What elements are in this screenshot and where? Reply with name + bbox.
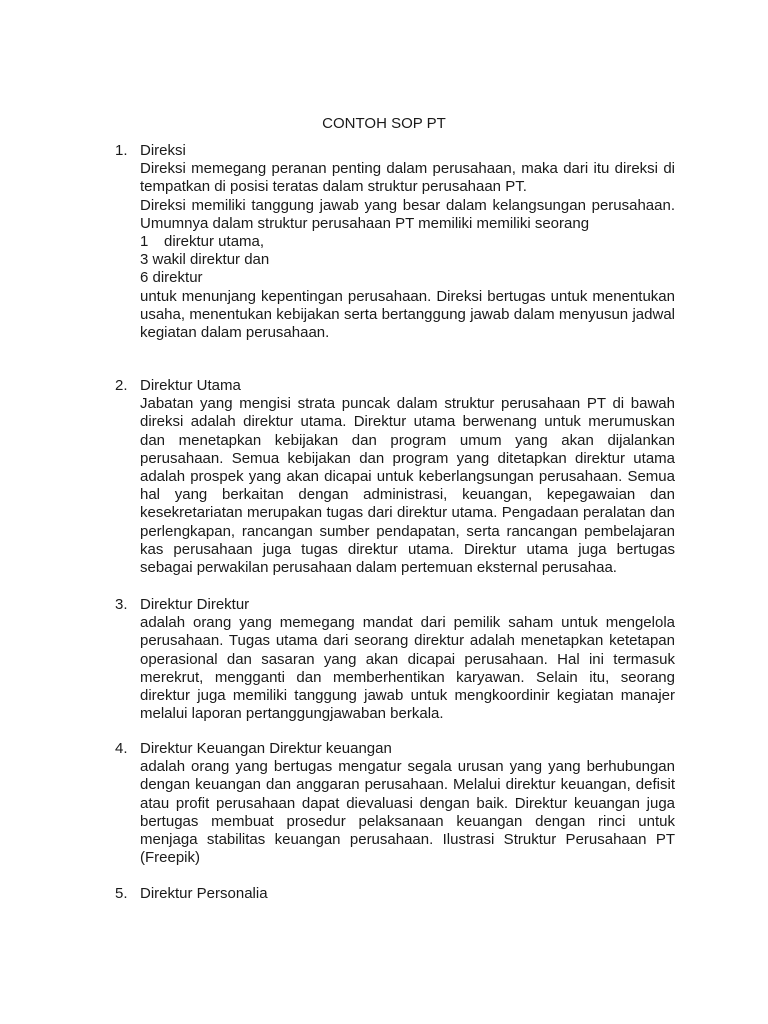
list-item-text: direktur utama, — [164, 233, 265, 251]
list-number: 4. — [115, 740, 128, 757]
section-paragraph: adalah orang yang memegang mandat dari pemilik saham untuk mengelola perusahaan. Tugas utama dari seorang direktur adalah menetapkan ketetapan operasional dan sasaran yang akan dicapai perusahaan. Hal ini termasuk merekrut, mengganti dan memberhentikan karyawan. Selain itu, seorang direktur juga memiliki tanggung jawab untuk mengkoordinir kegiatan manajer melalui laporan pertanggungjawaban berkala. — [140, 614, 675, 723]
list-item — [140, 233, 675, 251]
list-item: 3 wakil direktur dan — [140, 251, 270, 269]
section-direktur-keuangan — [115, 740, 675, 867]
section-heading: Direktur Keuangan Direktur keuangan — [140, 740, 392, 757]
section-paragraph: Direksi memegang peranan penting dalam perusahaan, maka dari itu direksi di tempatkan di posisi teratas dalam struktur perusahaan PT. — [140, 160, 675, 196]
section-heading: Direksi — [140, 142, 186, 159]
section-heading: Direktur Personalia — [140, 885, 268, 902]
section-paragraph: adalah orang yang bertugas mengatur segala urusan yang yang berhubungan dengan keuangan dan anggaran perusahaan. Melalui direktur keuangan, defisit atau profit perusahaan dapat dievaluasi dengan baik. Direktur keuangan juga bertugas membuat prosedur pelaksanaan keuangan dengan rinci untuk menjaga stabilitas keuangan perusahaan. Ilustrasi Struktur Perusahaan PT (Freepik) — [140, 758, 675, 867]
document-title: CONTOH SOP PT — [322, 115, 446, 132]
section-paragraph: untuk menunjang kepentingan perusahaan. Direksi bertugas untuk menentukan usaha, menentukan kebijakan serta bertanggung jawab dalam menyusun jadwal kegiatan dalam perusahaan. — [140, 287, 675, 342]
section-direktur-direktur — [115, 596, 675, 723]
list-item: 6 direktur — [140, 269, 203, 287]
section-heading: Direktur Utama — [140, 377, 241, 394]
list-number: 2. — [115, 377, 128, 394]
section-direktur-utama — [115, 377, 675, 577]
section-direktur-personalia — [115, 885, 675, 903]
section-heading: Direktur Direktur — [140, 596, 250, 613]
section-paragraph: Jabatan yang mengisi strata puncak dalam struktur perusahaan PT di bawah direksi adalah direktur utama. Direktur utama berwenang untuk merumuskan dan menetapkan kebijakan dan program umum yang akan dijalankan perusahaan. Semua kebijakan dan program yang ditetapkan direktur utama adalah prospek yang akan dicapai untuk keberlangsungan perusahaan. Semua hal yang berkaitan dengan administrasi, keuangan, kepegawaian dan kesekretariatan merupakan tugas dari direktur utama. Pengadaan peralatan dan perlengkapan, rancangan sumber pendapatan, serta rancangan pembelajaran kas perusahaan juga tugas direktur utama. Direktur utama juga bertugas sebagai perwakilan perusahaan dalam pertemuan eksternal perusahaa. — [140, 395, 675, 577]
section-direksi — [115, 142, 675, 342]
list-number: 5. — [115, 885, 128, 902]
section-paragraph: Direksi memiliki tanggung jawab yang besar dalam kelangsungan perusahaan. Umumnya dalam struktur perusahaan PT memiliki memiliki seorang — [140, 196, 675, 232]
list-number: 3. — [115, 596, 128, 613]
list-item-number: 1 — [140, 233, 149, 251]
list-number: 1. — [115, 142, 128, 159]
